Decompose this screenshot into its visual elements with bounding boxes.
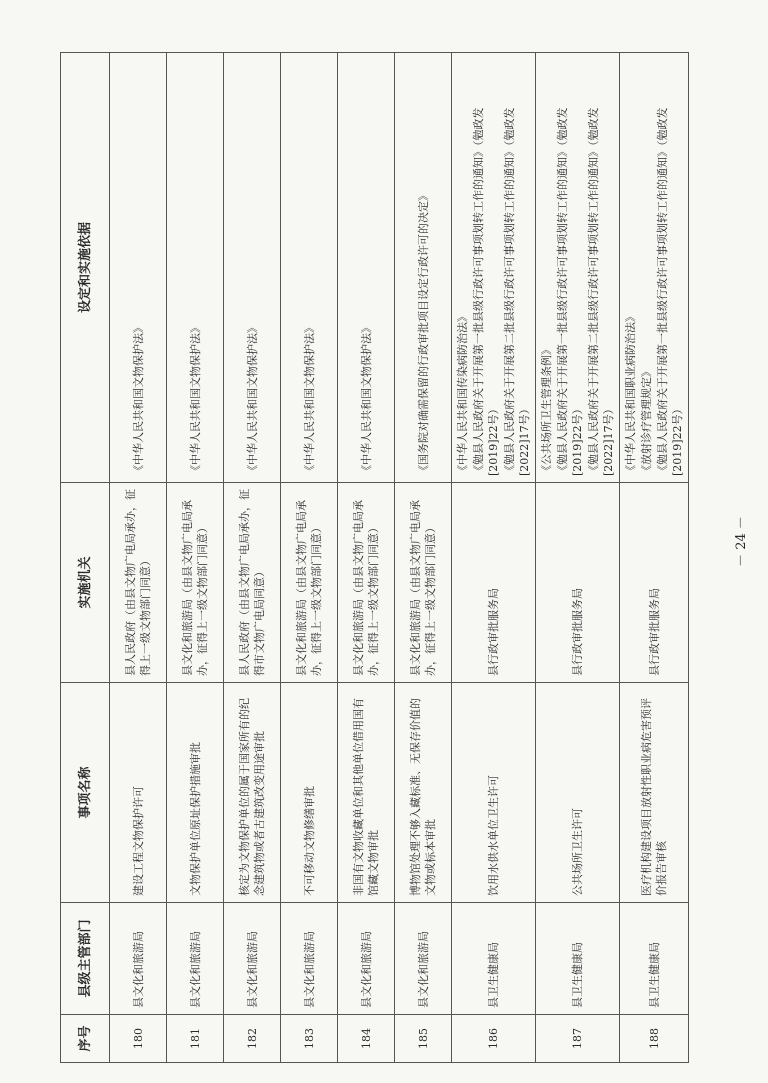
- legal-basis-entry: 《中华人民共和国文物保护法》: [131, 322, 145, 476]
- serial-cell: 183: [281, 1015, 338, 1063]
- legal-basis-cell: [110, 53, 167, 483]
- legal-basis-cell: [452, 53, 536, 483]
- agency-cell: 县人民政府（由县文物广电局承办，征得上一级文物部门同意）: [110, 483, 167, 683]
- item-name-cell: 不可移动文物修缮审批: [281, 683, 338, 903]
- agency-cell: 县文化和旅游局（由县文物广电局承办，征得上一级文物部门同意）: [281, 483, 338, 683]
- department-cell: 县文化和旅游局: [395, 903, 452, 1015]
- legal-basis-cell: [224, 53, 281, 483]
- header-serial: 序号: [61, 1015, 110, 1063]
- legal-basis-entry: 《中华人民共和国文物保护法》: [188, 322, 202, 476]
- legal-basis-cell: [620, 53, 689, 483]
- item-name-cell: 博物馆处理不够入藏标准、无保存价值的文物或标本审批: [395, 683, 452, 903]
- header-legal-basis: 设定和实施依据: [61, 53, 110, 483]
- serial-cell: 186: [452, 1015, 536, 1063]
- legal-basis-entry: 《放射诊疗管理规定》: [640, 366, 653, 476]
- legal-basis-cell: [395, 53, 452, 483]
- table-row: [338, 53, 395, 1063]
- department-cell: 县文化和旅游局: [167, 903, 224, 1015]
- department-cell: 县文化和旅游局: [224, 903, 281, 1015]
- table-header-row: [61, 53, 110, 1063]
- agency-cell: 县文化和旅游局（由县文物广电局承办，征得上一级文物部门同意）: [395, 483, 452, 683]
- table-row: [620, 53, 689, 1063]
- permit-table: [60, 52, 689, 1063]
- department-cell: 县卫生健康局: [452, 903, 536, 1015]
- page-number: － 24 －: [734, 516, 749, 567]
- serial-cell: 180: [110, 1015, 167, 1063]
- legal-basis-entry: 《中华人民共和国文物保护法》: [245, 322, 259, 476]
- table-row: [452, 53, 536, 1063]
- legal-basis-entry: 《勉县人民政府关于开展第二批县级行政许可事项划转工作的通知》（勉政发[2022]17号）: [503, 107, 531, 476]
- legal-basis-cell: [338, 53, 395, 483]
- table-row: [281, 53, 338, 1063]
- legal-basis-entry: 《勉县人民政府关于开展第一批县级行政许可事项划转工作的通知》（勉政发[2019]22号）: [556, 107, 584, 476]
- header-item-name: 事项名称: [61, 683, 110, 903]
- serial-cell: 185: [395, 1015, 452, 1063]
- legal-basis-entry: 《中华人民共和国职业病防治法》: [624, 311, 637, 476]
- legal-basis-entry: 《勉县人民政府关于开展第一批县级行政许可事项划转工作的通知》（勉政发[2019]22号）: [472, 107, 500, 476]
- item-name-cell: 公共场所卫生许可: [536, 683, 620, 903]
- serial-cell: 182: [224, 1015, 281, 1063]
- serial-cell: 184: [338, 1015, 395, 1063]
- item-name-cell: 非国有文物收藏单位和其他单位借用国有馆藏文物审批: [338, 683, 395, 903]
- item-name-cell: 建设工程文物保护许可: [110, 683, 167, 903]
- legal-basis-entry: 《勉县人民政府关于开展第二批县级行政许可事项划转工作的通知》（勉政发[2022]17号）: [587, 107, 615, 476]
- serial-cell: 187: [536, 1015, 620, 1063]
- agency-cell: 县行政审批服务局: [536, 483, 620, 683]
- table-row: [395, 53, 452, 1063]
- header-department: 县级主管部门: [61, 903, 110, 1015]
- legal-basis-entry: 《勉县人民政府关于开展第一批县级行政许可事项划转工作的通知》（勉政发[2019]22号）: [656, 107, 684, 476]
- header-implementing-agency: 实施机关: [61, 483, 110, 683]
- department-cell: 县卫生健康局: [620, 903, 689, 1015]
- legal-basis-entry: 《公共场所卫生管理条例》: [540, 344, 553, 476]
- legal-basis-cell: [281, 53, 338, 483]
- table-row: [167, 53, 224, 1063]
- department-cell: 县卫生健康局: [536, 903, 620, 1015]
- agency-cell: 县人民政府（由县文物广电局承办，征得市文物广电局同意）: [224, 483, 281, 683]
- table-row: [110, 53, 167, 1063]
- department-cell: 县文化和旅游局: [281, 903, 338, 1015]
- agency-cell: 县文化和旅游局（由县文物广电局承办，征得上一级文物部门同意）: [338, 483, 395, 683]
- legal-basis-entry: 《中华人民共和国传染病防治法》: [456, 311, 469, 476]
- legal-basis-entry: 《国务院对确需保留的行政审批项目设定行政许可的决定》: [416, 190, 430, 476]
- item-name-cell: 饮用水供水单位卫生许可: [452, 683, 536, 903]
- department-cell: 县文化和旅游局: [110, 903, 167, 1015]
- item-name-cell: 文物保护单位原址保护措施审批: [167, 683, 224, 903]
- agency-cell: 县行政审批服务局: [620, 483, 689, 683]
- legal-basis-cell: [167, 53, 224, 483]
- table-row: [536, 53, 620, 1063]
- agency-cell: 县行政审批服务局: [452, 483, 536, 683]
- serial-cell: 188: [620, 1015, 689, 1063]
- item-name-cell: 核定为文物保护单位的属于国家所有的纪念建筑物或者古建筑改变用途审批: [224, 683, 281, 903]
- department-cell: 县文化和旅游局: [338, 903, 395, 1015]
- item-name-cell: 医疗机构建设项目放射性职业病危害预评价报告审核: [620, 683, 689, 903]
- legal-basis-entry: 《中华人民共和国文物保护法》: [302, 322, 316, 476]
- table-row: [224, 53, 281, 1063]
- agency-cell: 县文化和旅游局（由县文物广电局承办，征得上一级文物部门同意）: [167, 483, 224, 683]
- serial-cell: 181: [167, 1015, 224, 1063]
- legal-basis-cell: [536, 53, 620, 483]
- legal-basis-entry: 《中华人民共和国文物保护法》: [359, 322, 373, 476]
